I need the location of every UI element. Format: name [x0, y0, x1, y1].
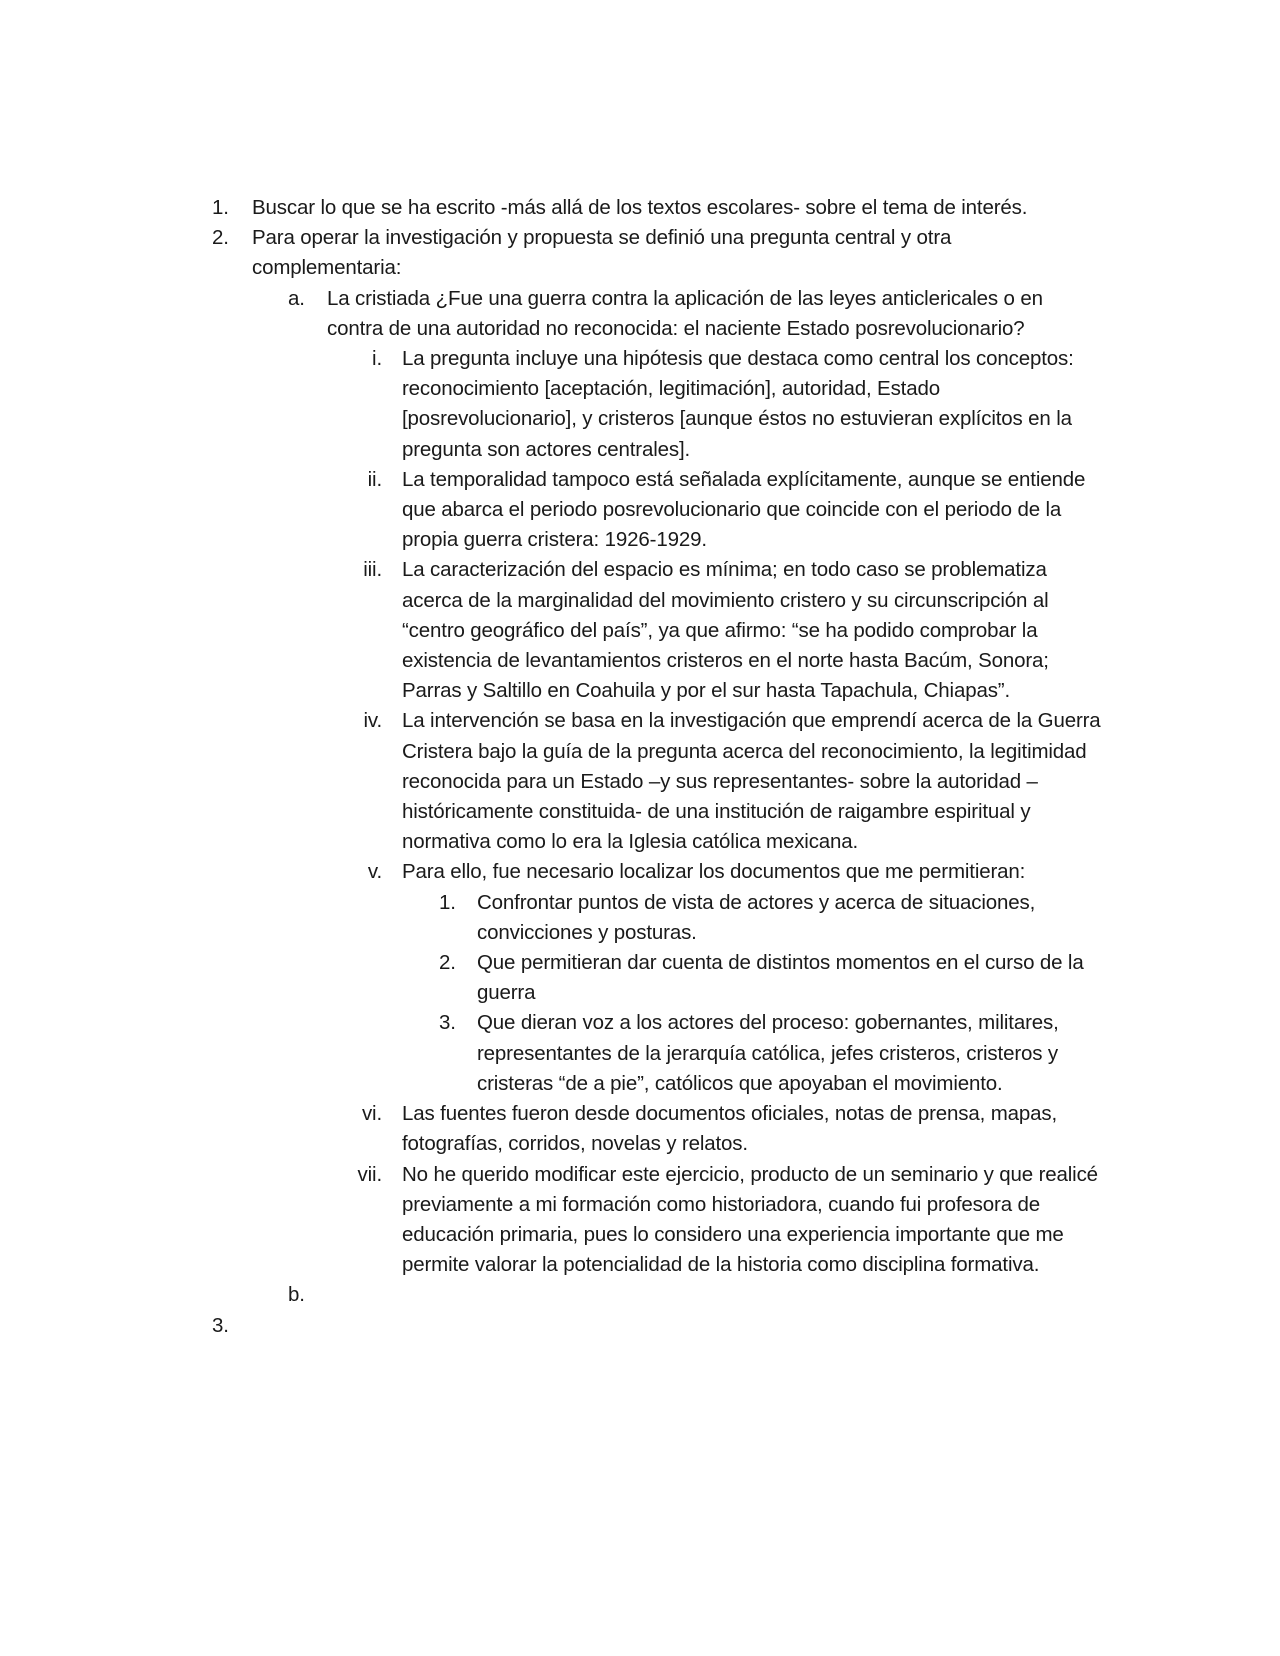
- list-item: [0, 344, 1280, 465]
- list-item: [0, 948, 1280, 1008]
- list-item: [0, 284, 1280, 344]
- list-marker: 3.: [212, 1313, 229, 1337]
- list-item: [0, 465, 1280, 556]
- list-item: [0, 1008, 1280, 1099]
- document-body: [0, 193, 1280, 1341]
- list-item-text: Que permitieran dar cuenta de distintos momentos en el curso de la guerra: [477, 951, 1084, 1005]
- list-item-text: Que dieran voz a los actores del proceso: gobernantes, militares, representantes de la jerarquía católica, jefes cristeros, cristeros y cristeras “de a pie”, católicos que apoyaban el movimiento.: [477, 1011, 1059, 1095]
- list-marker: iii.: [363, 558, 382, 582]
- list-item-text: La cristiada ¿Fue una guerra contra la aplicación de las leyes anticlericales o en contra de una autoridad no reconocida: el naciente Estado posrevolucionario?: [327, 286, 1043, 340]
- list-item: [0, 1099, 1280, 1159]
- list-item: [0, 857, 1280, 887]
- list-item: [0, 193, 1280, 223]
- list-item-text: Buscar lo que se ha escrito -más allá de los textos escolares- sobre el tema de interés.: [252, 196, 1028, 219]
- list-item-text: Confrontar puntos de vista de actores y acerca de situaciones, convicciones y posturas.: [477, 890, 1036, 944]
- list-item-text: No he querido modificar este ejercicio, producto de un seminario y que realicé previamente a mi formación como historiadora, cuando fui profesora de educación primaria, pues lo considero una experiencia importante que me permite valorar la potencialidad de la historia como disciplina formativa.: [402, 1162, 1098, 1277]
- list-item-text: Para ello, fue necesario localizar los documentos que me permitieran:: [402, 860, 1026, 884]
- list-marker: v.: [367, 860, 382, 884]
- list-marker: 2.: [212, 226, 229, 250]
- list-item-text: La intervención se basa en la investigación que emprendí acerca de la Guerra Cristera bajo la guía de la pregunta acerca del reconocimiento, la legitimidad reconocida para un Estado –y sus representantes- sobre la autoridad –históricamente constituida- de una institución de raigambre espiritual y normativa como lo era la Iglesia católica mexicana.: [402, 709, 1101, 854]
- list-item: [0, 1311, 1280, 1341]
- list-item-text: La temporalidad tampoco está señalada explícitamente, aunque se entiende que abarca el periodo posrevolucionario que coincide con el periodo de la propia guerra cristera: 1926-1929.: [402, 467, 1086, 552]
- list-item: [0, 555, 1280, 706]
- list-marker: a.: [288, 286, 305, 310]
- list-marker: 1.: [212, 196, 229, 219]
- list-item-text: [252, 1311, 1097, 1341]
- list-item-text: Las fuentes fueron desde documentos oficiales, notas de prensa, mapas, fotografías, corridos, novelas y relatos.: [402, 1102, 1058, 1156]
- list-item: [0, 888, 1280, 948]
- list-item-text: La pregunta incluye una hipótesis que destaca como central los conceptos: reconocimiento [aceptación, legitimación], autoridad, Estado [posrevolucionario], y cristeros [aunque éstos no estuvieran explícitos en la pregunta son actores centrales].: [402, 347, 1074, 461]
- list-marker: 2.: [439, 951, 456, 975]
- list-item: [0, 1280, 1280, 1310]
- list-marker: i.: [372, 347, 382, 371]
- list-item-text: Para operar la investigación y propuesta se definió una pregunta central y otra complementaria:: [252, 226, 952, 280]
- list-marker: vii.: [357, 1162, 382, 1186]
- list-item: [0, 706, 1280, 857]
- list-item-text: [327, 1280, 1097, 1310]
- list-marker: vi.: [361, 1102, 382, 1126]
- list-marker: iv.: [363, 709, 382, 733]
- list-item-text: La caracterización del espacio es mínima; en todo caso se problematiza acerca de la marginalidad del movimiento cristero y su circunscripción al “centro geográfico del país”, ya que afirmo: “se ha podido comprobar la existencia de levantamientos cristeros en el norte hasta Bacúm, Sonora; Parras y Saltillo en Coahuila y por el sur hasta Tapachula, Chiapas”.: [402, 558, 1049, 703]
- list-marker: 3.: [439, 1011, 456, 1035]
- list-item: [0, 1160, 1280, 1281]
- list-item: [0, 223, 1280, 283]
- list-marker: 1.: [439, 890, 456, 914]
- list-marker: ii.: [367, 467, 382, 491]
- list-marker: b.: [288, 1283, 305, 1307]
